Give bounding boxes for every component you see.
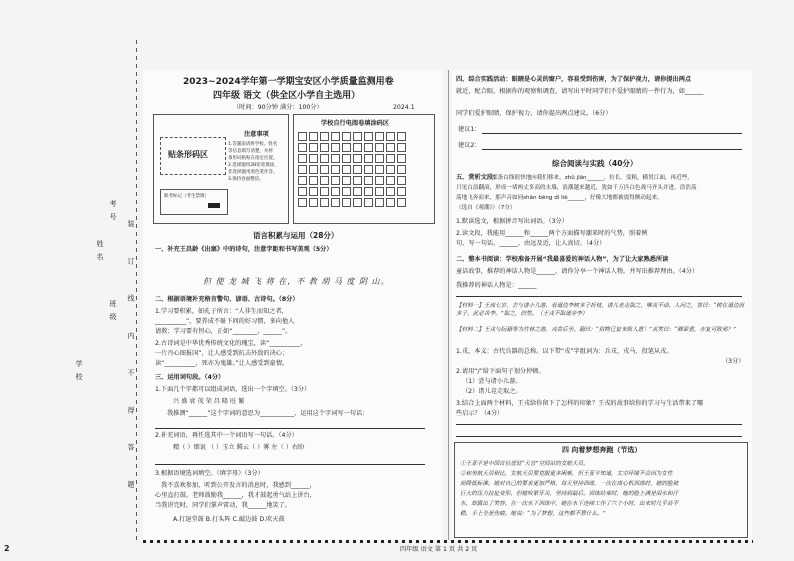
fill-code-cell[interactable] — [364, 143, 373, 152]
fill-code-cell[interactable] — [353, 132, 362, 141]
fill-code-cell[interactable] — [298, 198, 307, 207]
fill-code-cell[interactable] — [298, 132, 307, 141]
q4-line-1: 就近，配合眼，根据你的观察和调查，请写出平时同学们不爱护眼睛的一件行为，如______ — [456, 88, 704, 95]
notes-line-3: 条形码粘贴在指定位置。 — [228, 156, 278, 161]
q5-para-4: （选自《观潮》）（7分） — [456, 205, 516, 211]
fill-code-cell[interactable] — [298, 187, 307, 196]
fill-code-cell[interactable] — [397, 187, 406, 196]
margin-seat-label: 考号 — [109, 200, 117, 226]
material-1: 【材料一】王成七岁，去与诸小儿游，看道边李树多子折枝，诸儿竞走取之，唯戎不动。人问之，答曰：“树在道边而多子，此必苦李。”取之，信然。（王戎不取道旁李） — [456, 303, 745, 317]
fill-code-cell[interactable] — [397, 143, 406, 152]
barcode-area-label: 贴条形码区 — [168, 150, 208, 159]
q5-para-2: 只见白浪翻滚，形成一堵两丈多高的水墙，浪潮越来越近，犹如千万匹白色战马齐头并进，浩浩荡 — [456, 185, 697, 191]
fill-code-cell[interactable] — [309, 165, 318, 174]
bottom-strip — [143, 540, 753, 543]
notes-line-4: 2.选择题用2B铅笔填涂， — [228, 163, 279, 168]
fill-code-cell[interactable] — [353, 198, 362, 207]
q2-line-6: 读“__________，死亦为鬼雄。”让人感受到豪情。 — [155, 360, 289, 367]
question6: 二、整本书阅读：学校准备开展“我最喜爱的神话人物”，为了让大家熟悉所读 — [456, 256, 669, 263]
q3-sub1: 1.下面几个字都可以组成词语，选出一个字填空。（3分） — [155, 386, 311, 393]
margin-school-label: 学校 — [75, 360, 83, 386]
section2-header: 综合阅读与实践（40分） — [552, 159, 638, 168]
q7-sub-2: （3分） — [722, 358, 745, 365]
fill-code-cell[interactable] — [386, 143, 395, 152]
question4: 四、综合实践活动：眼睛是心灵的窗户，容易受到伤害，为了保护视力，请你提出两点 — [456, 76, 692, 83]
fill-code-cell[interactable] — [386, 198, 395, 207]
fill-code-cell[interactable] — [342, 187, 351, 196]
fill-code-cell[interactable] — [320, 187, 329, 196]
fill-code-cell[interactable] — [331, 143, 340, 152]
fill-code-cell[interactable] — [320, 132, 329, 141]
q6-line-2: 我推荐的神话人物是：______ — [456, 282, 537, 289]
notes-line-1: 1.答题前请将学校、姓名 — [228, 142, 278, 147]
center-divider — [448, 70, 449, 540]
fill-code-cell[interactable] — [331, 187, 340, 196]
fill-code-cell[interactable] — [364, 132, 373, 141]
fill-code-cell[interactable] — [298, 143, 307, 152]
fill-code-cell[interactable] — [342, 165, 351, 174]
fill-code-cell[interactable] — [353, 165, 362, 174]
fill-code-cell[interactable] — [331, 198, 340, 207]
q3-sub3: 3.根据语境选词填空。（填字母）（3分） — [155, 470, 264, 477]
absent-mark-bubble[interactable] — [208, 203, 220, 208]
section3-header: 四 向着梦想奔跑（节选） — [562, 446, 642, 454]
fill-code-cell[interactable] — [309, 176, 318, 185]
fill-code-cell[interactable] — [309, 187, 318, 196]
suggestion-1-line[interactable] — [482, 133, 742, 134]
q7-sub-6: 3.结合上面两个材料，王戎给你留下了怎样的印象？王戎的故事给你的学习与生活带来了哪 — [456, 400, 704, 407]
q7-sub-5: （2）诸儿竞走取之。 — [462, 388, 522, 395]
fill-code-cell[interactable] — [353, 154, 362, 163]
fill-code-cell[interactable] — [320, 143, 329, 152]
fill-code-cell[interactable] — [364, 165, 373, 174]
passage-line-5: 水，却露出了笑容。在一次水下训练中，她在水下连续工作了六个小时，出来时几乎站不 — [460, 501, 679, 507]
fill-code-cell[interactable] — [375, 198, 384, 207]
q3-sub1b: 我推测“______”这个字词的意思为___________，运用这个字词写一句话： — [167, 410, 369, 417]
q5-para-1: 那条白线很快地向我们移来，zhǔ jiān______，拉长，变粗，横贯江面，再近些， — [492, 175, 693, 181]
q3-options: A.打退堂鼓 B.打头阵 C.敲边鼓 D.吹天鼓 — [173, 516, 285, 523]
fill-code-cell[interactable] — [397, 154, 406, 163]
fill-code-cell[interactable] — [375, 165, 384, 174]
exam-date: 2024.1 — [393, 104, 415, 111]
suggestion-2-line[interactable] — [482, 149, 742, 150]
fill-code-cell[interactable] — [320, 176, 329, 185]
exam-title: 2023~2024学年第一学期宝安区小学质量监测用卷 — [183, 77, 394, 87]
fill-code-cell[interactable] — [331, 176, 340, 185]
fill-code-cell[interactable] — [353, 143, 362, 152]
fill-code-cell[interactable] — [320, 198, 329, 207]
absent-mark-label: 缺考标记（考生禁填） — [164, 194, 209, 199]
fill-code-title: 学校自行电阅卷填涂码区 — [321, 120, 390, 127]
fill-code-cell[interactable] — [342, 143, 351, 152]
fill-code-cell[interactable] — [375, 176, 384, 185]
q5-para-3: 荡地飞奔而来，那声音如同shān bēng dì liè______，好像大地都被震得颤动起来。 — [456, 195, 663, 201]
fill-code-cell[interactable] — [298, 154, 307, 163]
fill-code-cell[interactable] — [309, 132, 318, 141]
fill-code-cell[interactable] — [386, 187, 395, 196]
q3-answer-line-1 — [155, 428, 425, 429]
passage-line-1: ①王亚平是中国首位进驻“天宫”空间站的女航天员。 — [460, 461, 589, 467]
q2-line-3: 请教；学习要有恒心，正如“________，______”。 — [155, 328, 292, 335]
fill-code-cell[interactable] — [309, 143, 318, 152]
fill-code-cell[interactable] — [298, 165, 307, 174]
fill-code-cell[interactable] — [364, 154, 373, 163]
fill-code-cell[interactable] — [397, 198, 406, 207]
q7-sub-1: 1.戎，本义：古代兵器的总称。以下带“戎”字组词为：兵戎、戎马、投笔从戎。 — [456, 348, 673, 355]
footer-left: 四年级 语文 第 1 页 共 2 页 — [400, 546, 478, 553]
passage-line-4: 巨大的压力拉扯变形，但她咬紧牙关，坚持到最后。训练结束时，她的脸上满是泪水和汗 — [460, 491, 679, 497]
passage-line-3: 而降低标准。她对自己的要求更加严格，每天坚持训练，一次在离心机训练时，她的脸被 — [460, 481, 679, 487]
question5: 五、赏析文段： — [456, 174, 500, 181]
q3-chars: 兴 盛 衰 茂 荣 昌 隆 旺 繁 — [173, 398, 245, 405]
fill-code-cell[interactable] — [320, 165, 329, 174]
q5-sub-2: 2.读文段，我能用______和______两个方面描写潮来时的气势，照着例 — [456, 230, 648, 237]
fill-code-cell[interactable] — [342, 198, 351, 207]
material-2: 【材料二】王戎与阮籍等为竹林之游，戎尝后至。籍曰：“俗物已复来败人意！”戎笑曰：“卿辈意，亦复可败邪？” — [456, 327, 736, 333]
q5-sub-1: 1.默读选文，根据拼音写出词语。（3分） — [456, 218, 568, 225]
exam-time-info: （时间：90分钟 满分：100分） — [233, 104, 323, 111]
q7-sub-3: 2.请用“/”给下面句子划分停顿。 — [456, 368, 545, 375]
q3-para-1: 我不喜欢参加，听到公开发言的消息时，我感到______， — [161, 482, 316, 489]
fill-code-cell[interactable] — [342, 132, 351, 141]
fill-code-cell[interactable] — [320, 154, 329, 163]
left-page — [143, 70, 443, 540]
passage-line-2: ②和男航天员相比，女航天员要克服更多困难，但王亚平知道，太空环境不会因为女性 — [460, 471, 673, 477]
q6-answer-line[interactable] — [456, 296, 742, 297]
q3-words: 精（ ）细说 （ ）玉立 腾云（ ）雾 左（ ）右盼 — [173, 444, 305, 451]
fill-code-cell[interactable] — [342, 154, 351, 163]
fill-code-cell[interactable] — [298, 176, 307, 185]
fill-code-cell[interactable] — [386, 165, 395, 174]
right-page — [452, 70, 752, 540]
q2-line-4: 2.古诗词是中华优秀传统文化的瑰宝，读“__________， — [155, 340, 307, 347]
fill-code-cell[interactable] — [375, 154, 384, 163]
fill-code-cell[interactable] — [309, 198, 318, 207]
q2-line-2: __________”，要养成不耻下问的好习惯，多向他人 — [155, 318, 295, 325]
fill-code-cell[interactable] — [397, 176, 406, 185]
q3-sub2: 2.补充词语，再任选其中一个词语写一句话。（4分） — [155, 432, 298, 439]
notes-line-5: 非选择题用黑色笔作答。 — [228, 170, 278, 175]
q6-line-1: 童话故事，推荐的神话人物是______，请你分享一个神话人物，并写出推荐理由。（4分） — [456, 268, 699, 275]
fill-code-grid[interactable] — [298, 132, 406, 207]
fill-code-cell[interactable] — [364, 176, 373, 185]
passage-line-6: 稳，手上全是伤痕。她说：“为了梦想，这些都不算什么。” — [460, 511, 606, 517]
fill-code-cell[interactable] — [342, 176, 351, 185]
q7-sub-4: （1）尝与诸小儿游。 — [462, 378, 522, 385]
suggestion-2-label: 建议2： — [458, 142, 481, 149]
fill-code-cell[interactable] — [353, 187, 362, 196]
exam-subtitle: 四年级 语文（供全区小学自主选用） — [213, 91, 361, 101]
fill-code-cell[interactable] — [331, 132, 340, 141]
barcode-notes-block — [153, 114, 289, 224]
question3: 三、运用词句段。（4分） — [155, 374, 225, 381]
fill-code-cell[interactable] — [397, 165, 406, 174]
fill-code-cell[interactable] — [364, 198, 373, 207]
q7-sub-7: 些启示？（4分） — [456, 410, 504, 417]
fill-code-cell[interactable] — [375, 187, 384, 196]
fill-code-cell[interactable] — [386, 176, 395, 185]
margin-cut-line — [136, 40, 137, 540]
fill-code-cell[interactable] — [386, 154, 395, 163]
suggestion-1-label: 建议1： — [458, 126, 481, 133]
fill-code-cell[interactable] — [375, 132, 384, 141]
section1-header: 语言积累与运用（28分） — [253, 231, 339, 240]
q7-answer-line-2[interactable] — [456, 436, 742, 437]
margin-class-label: 班级 — [109, 300, 117, 326]
notes-line-2: 等信息填写清楚，并将 — [228, 149, 273, 154]
q3-para-3: 当我讲完时，同学们掌声雷动，我______地笑了。 — [155, 502, 292, 509]
q3-answer-line-2 — [155, 464, 425, 465]
question1: 一、补充王昌龄《出塞》中的诗句，注意字距和书写美观（5分） — [155, 246, 333, 253]
q4-line-2: 同学们爱护眼睛，保护视力，请你提出两点建议。（6分） — [456, 110, 612, 117]
notes-line-6: 3.保持卷面整洁。 — [228, 177, 264, 182]
fill-code-cell[interactable] — [364, 187, 373, 196]
margin-name-label: 姓名 — [96, 240, 104, 266]
fill-code-cell[interactable] — [309, 154, 318, 163]
q7-answer-line-1[interactable] — [456, 424, 742, 425]
margin-cut-line-text: 装 订 线 内 不 得 答 题 — [127, 220, 135, 502]
q2-line-1: 1.学习要积累，如孔子所言：“人非生而知之者， — [155, 308, 288, 315]
fill-code-cell[interactable] — [386, 132, 395, 141]
fill-code-cell[interactable] — [353, 176, 362, 185]
fill-code-cell[interactable] — [375, 143, 384, 152]
poem-line: 但 使 龙 城 飞 将 在，不 教 胡 马 度 阴 山。 — [203, 277, 390, 286]
fill-code-cell[interactable] — [331, 154, 340, 163]
page-number: 2 — [4, 544, 10, 553]
fill-code-cell[interactable] — [331, 165, 340, 174]
q5-sub-3: 句，写一句话。______，由远及近，让人真切。（4分） — [456, 240, 606, 247]
q2-line-5: 一片丹心图报国”，让人感受到抗击外敌的决心； — [155, 350, 289, 357]
notes-title: 注意事项 — [244, 131, 269, 138]
q3-para-2: 心里直打鼓。老师鼓励我______，我才鼓起勇气站上讲台， — [155, 492, 316, 499]
question2: 二、根据语境补充格言警句、谚语、古诗句。（8分） — [155, 296, 299, 303]
fill-code-cell[interactable] — [397, 132, 406, 141]
